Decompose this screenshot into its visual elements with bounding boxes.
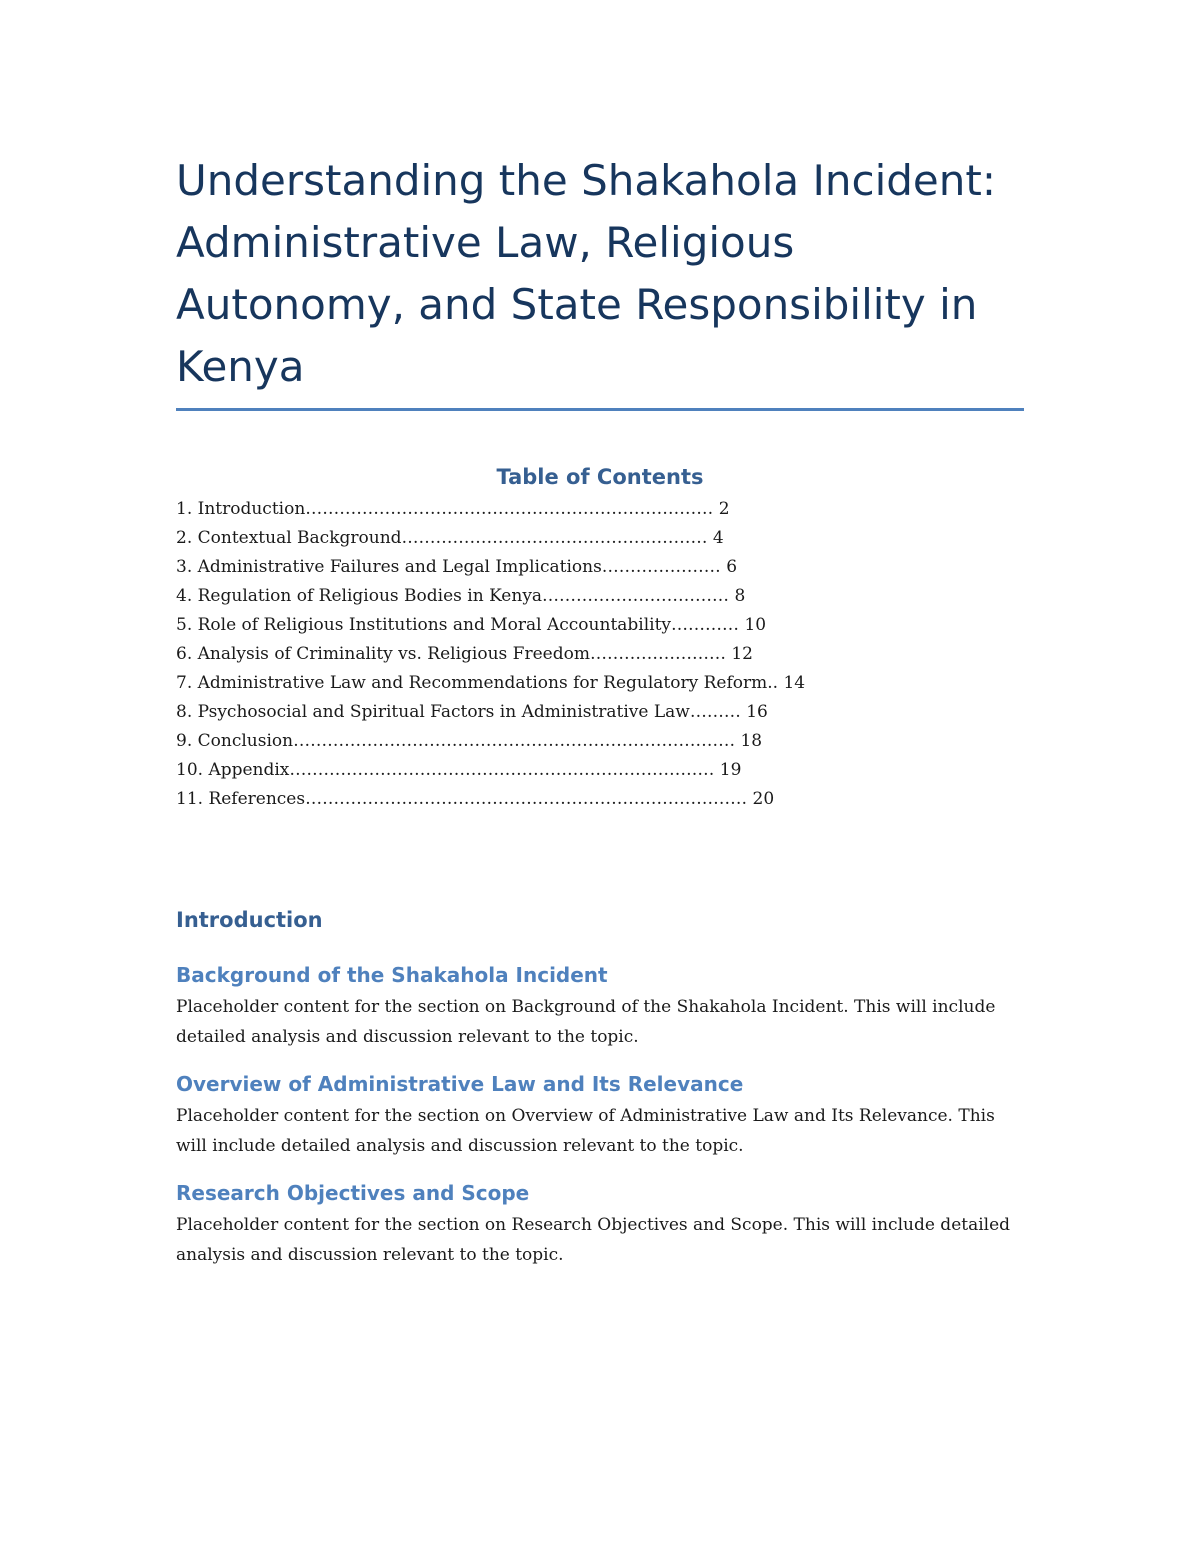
toc-item[interactable]: 8. Psychosocial and Spiritual Factors in Administrative Law……… 16 <box>176 702 768 722</box>
toc-item[interactable]: 9. Conclusion…………………………………………………………………… 18 <box>176 731 763 751</box>
toc-item[interactable]: 3. Administrative Failures and Legal Implications………………… 6 <box>176 557 738 577</box>
document-title: Understanding the Shakahola Incident: Administrative Law, Religious Autonomy, and State Responsibility in Kenya <box>176 156 996 391</box>
toc-item[interactable]: 6. Analysis of Criminality vs. Religious Freedom…………………… 12 <box>176 644 753 664</box>
toc-item[interactable]: 4. Regulation of Religious Bodies in Kenya…………………………… 8 <box>176 586 746 606</box>
subsection-heading: Research Objectives and Scope <box>176 1181 530 1205</box>
subsection-heading: Background of the Shakahola Incident <box>176 963 608 987</box>
subsection-paragraph: Placeholder content for the section on Background of the Shakahola Incident. This will include detailed analysis and discussion relevant to the topic. <box>176 997 996 1047</box>
subsection-paragraph: Placeholder content for the section on Research Objectives and Scope. This will include detailed analysis and discussion relevant to the topic. <box>176 1215 1011 1265</box>
toc-heading: Table of Contents <box>496 465 704 489</box>
section-heading-introduction: Introduction <box>176 908 323 932</box>
subsection-heading: Overview of Administrative Law and Its Relevance <box>176 1072 744 1096</box>
toc-item[interactable]: 2. Contextual Background……………………………………………… 4 <box>176 528 724 548</box>
toc-item[interactable]: 10. Appendix………………………………………………………………… 19 <box>176 760 742 780</box>
toc-item[interactable]: 5. Role of Religious Institutions and Moral Accountability………… 10 <box>176 615 767 635</box>
toc-item[interactable]: 11. References…………………………………………………………………… 20 <box>176 789 775 809</box>
table-of-contents <box>176 495 1024 814</box>
title-divider <box>176 408 1024 411</box>
toc-item[interactable]: 7. Administrative Law and Recommendations for Regulatory Reform.. 14 <box>176 673 806 693</box>
document-body <box>176 150 1024 1270</box>
subsection-paragraph: Placeholder content for the section on Overview of Administrative Law and Its Relevance. This will include detailed analysis and discussion relevant to the topic. <box>176 1106 995 1156</box>
toc-item[interactable]: 1. Introduction……………………………………………………………… 2 <box>176 499 730 519</box>
